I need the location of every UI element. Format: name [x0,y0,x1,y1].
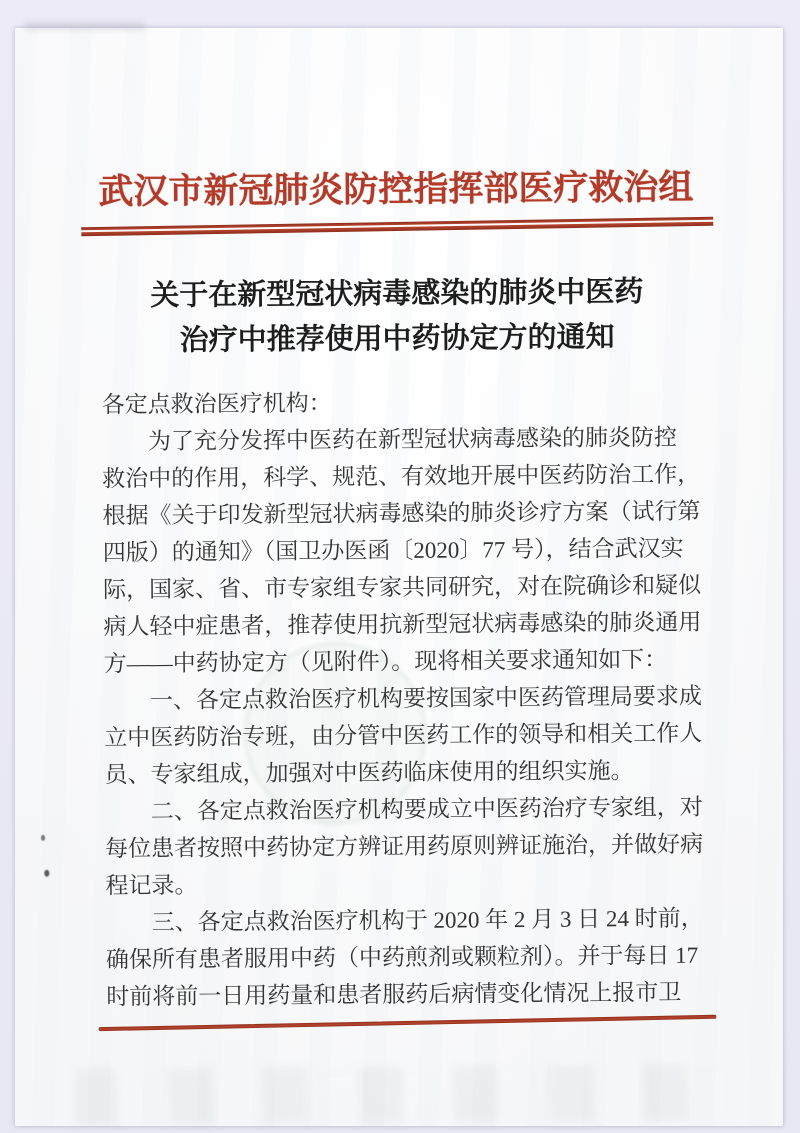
top-edge-smudge [25,22,145,30]
body-line: 每位患者按照中药协定方辨证用药原则辨证施治，并做好病 [105,831,704,862]
body-line: 立中医药防治专班，由分管中医药工作的领导和相关工作人 [104,720,703,751]
body-line: 际，国家、省、市专家组专家共同研究，对在院确诊和疑似 [102,572,702,603]
letterhead-rule [81,217,713,236]
margin-ink-speck [44,870,49,877]
body-line: 一、各定点救治医疗机构要按国家中医药管理局要求成 [149,683,703,713]
body-line: 病人轻中症患者，推荐使用抗新型冠状病毒感染的肺炎通用 [103,609,702,640]
document-letterhead: 武汉市新冠肺炎防控指挥部医疗救治组 [98,167,694,212]
body-line: 时前将前一日用药量和患者服药后病情变化情况上报市卫 [106,979,682,1010]
body-line: 为了充分发挥中医药在新型冠状病毒感染的肺炎防控 [147,424,678,454]
body-line: 二、各定点救治医疗机构要成立中医药治疗专家组，对 [150,794,703,824]
body-line: 救治中的作用，科学、规范、有效地开展中医药防治工作， [102,461,701,492]
document-page [15,28,783,1126]
body-line: 三、各定点救治医疗机构于 2020 年 2 月 3 日 24 时前， [151,905,704,935]
body-line: 程记录。 [105,872,198,899]
bottom-bleedthrough-blur [74,1063,734,1126]
body-line: 确保所有患者服用中药（中药煎剂或颗粒剂）。并于每日 17 [105,942,699,973]
footer-rule [99,1015,717,1031]
document-body [101,382,712,1016]
body-line: 四版）的通知》（国卫办医函〔2020〕77 号），结合武汉实 [102,535,684,566]
body-line: 根据《关于印发新型冠状病毒感染的肺炎诊疗方案（试行第 [102,498,701,529]
document-title [13,269,782,365]
document-title-line-1: 关于在新型冠状病毒感染的肺炎中医药 [150,276,644,312]
document-content [11,25,788,1129]
body-line: 方——中药协定方（见附件）。现将相关要求通知如下： [103,646,668,677]
margin-ink-speck [41,835,45,841]
salutation-line: 各定点救治医疗机构： [101,390,332,418]
body-line: 员、专家组成，加强对中医药临床使用的组织实施。 [104,758,634,788]
document-title-line-2: 治疗中推荐使用中药协定方的通知 [179,321,615,357]
